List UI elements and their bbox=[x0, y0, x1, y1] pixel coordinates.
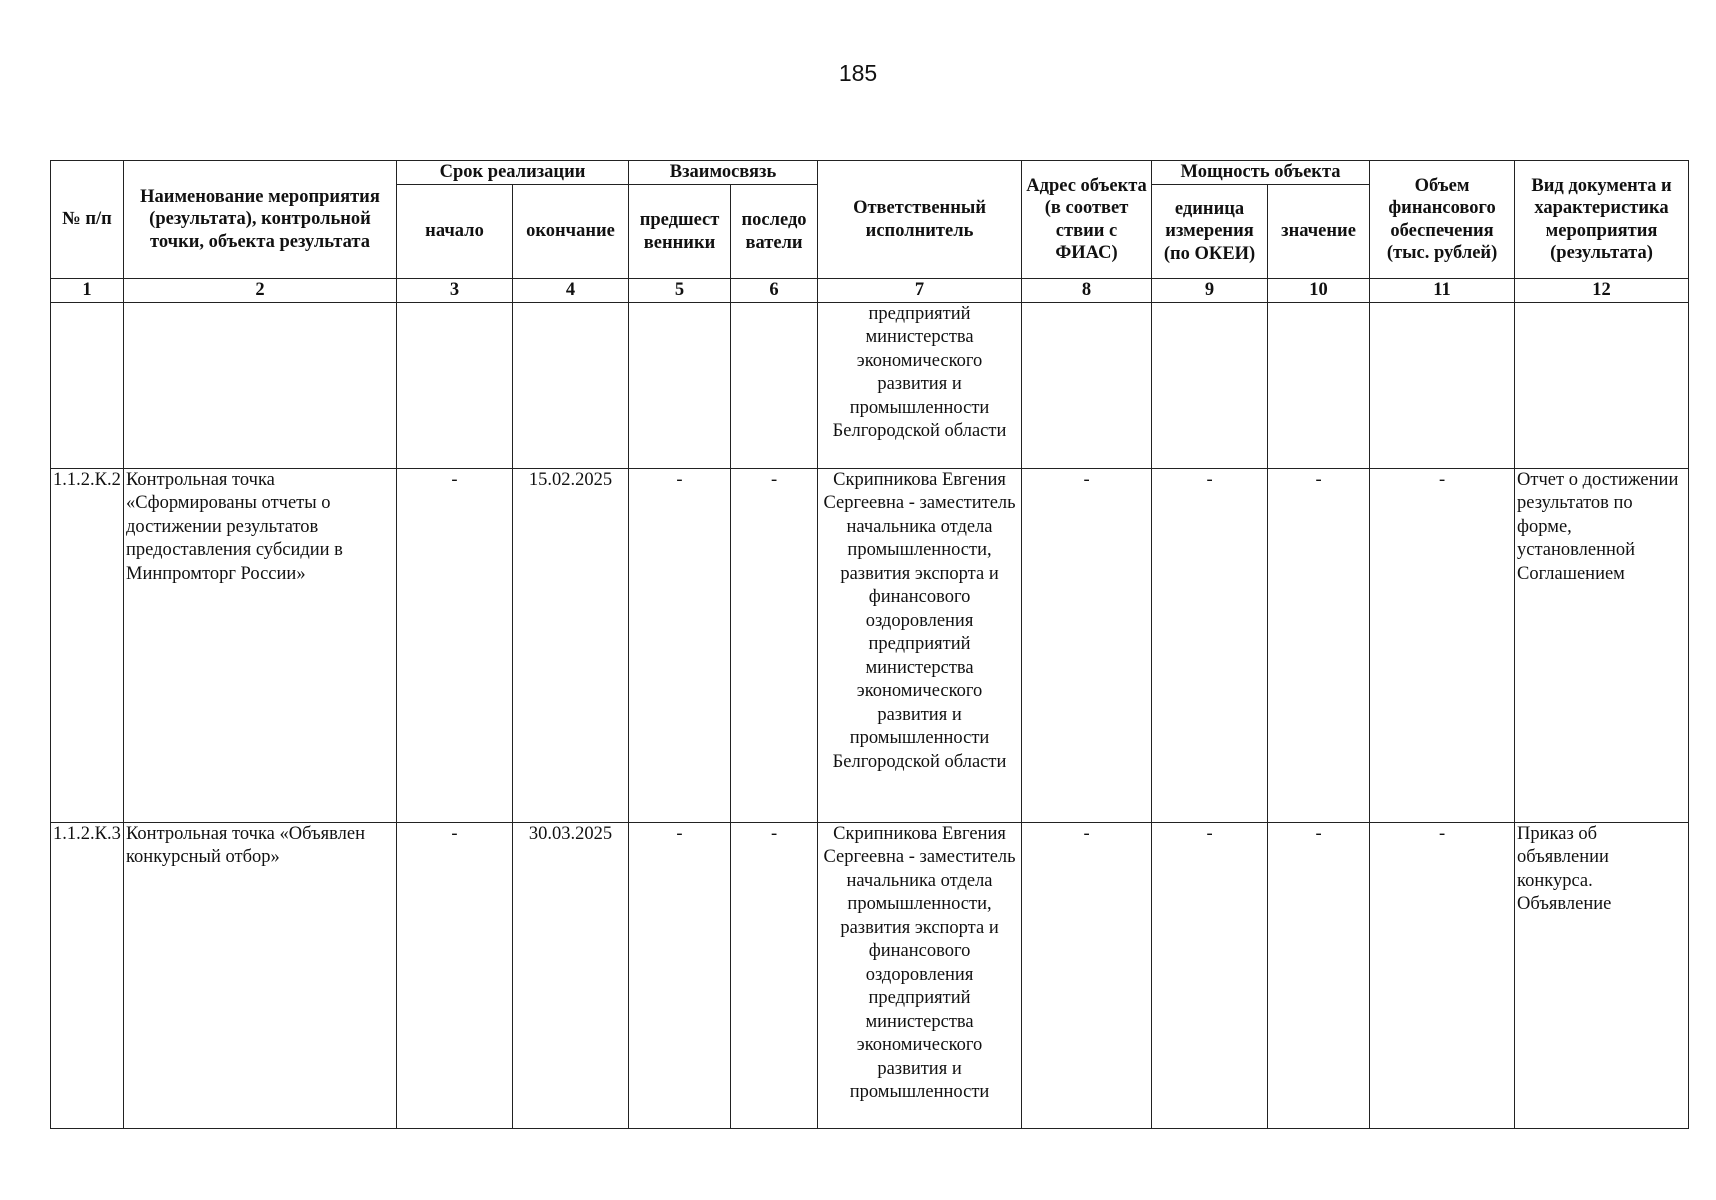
cell-finance: - bbox=[1370, 468, 1515, 822]
cell-start bbox=[397, 302, 513, 468]
cell-name: Контрольная точка «Сформированы отчеты о достижении результатов предоставления субсидии в Минпромторг России» bbox=[124, 468, 397, 822]
header-value: значение bbox=[1268, 185, 1370, 279]
column-number: 11 bbox=[1370, 279, 1515, 303]
cell-doc bbox=[1515, 302, 1689, 468]
cell-doc: Приказ об объявлении конкурса. Объявление bbox=[1515, 822, 1689, 1128]
header-term-group: Срок реализации bbox=[397, 161, 629, 185]
table-row bbox=[51, 822, 1689, 1128]
column-number: 7 bbox=[818, 279, 1022, 303]
cell-num: 1.1.2.К.2 bbox=[51, 468, 124, 822]
page-number: 185 bbox=[838, 60, 878, 86]
cell-succ: - bbox=[731, 468, 818, 822]
cell-unit: - bbox=[1152, 468, 1268, 822]
cell-pred bbox=[629, 302, 731, 468]
cell-address: - bbox=[1022, 468, 1152, 822]
column-number: 5 bbox=[629, 279, 731, 303]
cell-end bbox=[513, 302, 629, 468]
cell-pred: - bbox=[629, 822, 731, 1128]
column-number: 4 bbox=[513, 279, 629, 303]
column-number: 9 bbox=[1152, 279, 1268, 303]
table-row bbox=[51, 468, 1689, 822]
table-header bbox=[51, 161, 1689, 303]
cell-num: 1.1.2.К.3 bbox=[51, 822, 124, 1128]
cell-finance bbox=[1370, 302, 1515, 468]
cell-name: Контрольная точка «Объявлен конкурсный отбор» bbox=[124, 822, 397, 1128]
header-capacity-group: Мощность объекта bbox=[1152, 161, 1370, 185]
cell-responsible: Скрипникова Евгения Сергеевна - заместитель начальника отдела промышленности, развития экспорта и финансового оздоровления предприятий министерства экономического развития и промышленности bbox=[818, 822, 1022, 1128]
header-doc: Вид документа и характеристика мероприятия (результата) bbox=[1515, 161, 1689, 279]
cell-pred: - bbox=[629, 468, 731, 822]
column-number: 12 bbox=[1515, 279, 1689, 303]
column-number: 10 bbox=[1268, 279, 1370, 303]
header-end: окончание bbox=[513, 185, 629, 279]
header-responsible: Ответственный исполнитель bbox=[818, 161, 1022, 279]
header-relation-group: Взаимосвязь bbox=[629, 161, 818, 185]
cell-responsible: предприятий министерства экономического развития и промышленности Белгородской области bbox=[818, 302, 1022, 468]
cell-responsible: Скрипникова Евгения Сергеевна - заместитель начальника отдела промышленности, развития экспорта и финансового оздоровления предприятий министерства экономического развития и промышленности Белгородской области bbox=[818, 468, 1022, 822]
cell-start: - bbox=[397, 822, 513, 1128]
column-number: 8 bbox=[1022, 279, 1152, 303]
cell-address: - bbox=[1022, 822, 1152, 1128]
cell-name bbox=[124, 302, 397, 468]
header-unit: единица измерения (по ОКЕИ) bbox=[1152, 185, 1268, 279]
header-pred: предшест венники bbox=[629, 185, 731, 279]
cell-unit: - bbox=[1152, 822, 1268, 1128]
cell-doc: Отчет о достижении результатов по форме, установленной Соглашением bbox=[1515, 468, 1689, 822]
cell-succ bbox=[731, 302, 818, 468]
cell-value bbox=[1268, 302, 1370, 468]
activity-plan-table bbox=[50, 160, 1689, 1129]
cell-succ: - bbox=[731, 822, 818, 1128]
cell-finance: - bbox=[1370, 822, 1515, 1128]
header-start: начало bbox=[397, 185, 513, 279]
cell-end: 15.02.2025 bbox=[513, 468, 629, 822]
column-number: 2 bbox=[124, 279, 397, 303]
header-finance: Объем финансового обеспечения (тыс. рублей) bbox=[1370, 161, 1515, 279]
header-name: Наименование мероприятия (результата), контрольной точки, объекта результата bbox=[124, 161, 397, 279]
cell-start: - bbox=[397, 468, 513, 822]
cell-num bbox=[51, 302, 124, 468]
header-address: Адрес объекта (в соответ ствии с ФИАС) bbox=[1022, 161, 1152, 279]
cell-address bbox=[1022, 302, 1152, 468]
column-number: 3 bbox=[397, 279, 513, 303]
cell-end: 30.03.2025 bbox=[513, 822, 629, 1128]
header-succ: последо ватели bbox=[731, 185, 818, 279]
table-row bbox=[51, 302, 1689, 468]
cell-unit bbox=[1152, 302, 1268, 468]
column-numbers-row bbox=[51, 279, 1689, 303]
column-number: 1 bbox=[51, 279, 124, 303]
column-number: 6 bbox=[731, 279, 818, 303]
cell-value: - bbox=[1268, 822, 1370, 1128]
cell-value: - bbox=[1268, 468, 1370, 822]
header-num: № п/п bbox=[51, 161, 124, 279]
